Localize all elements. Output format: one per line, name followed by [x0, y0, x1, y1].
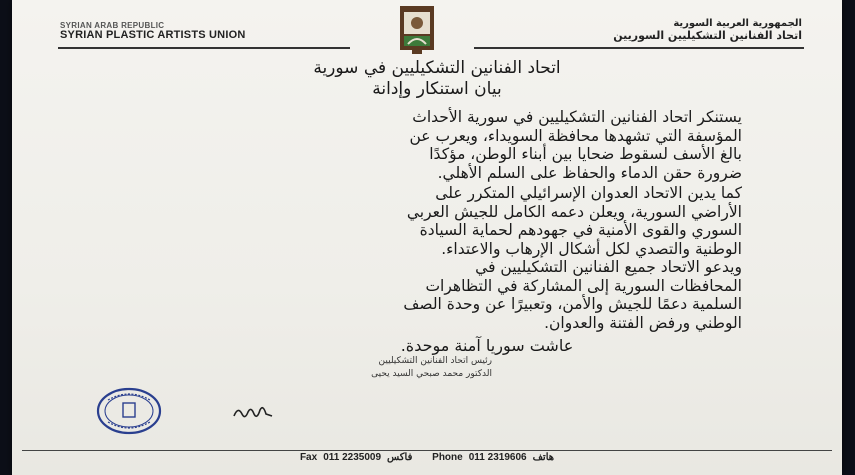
- paragraph-3: [172, 258, 742, 332]
- header-ar-union: اتحاد الفنانين التشكيليين السوريين: [613, 28, 802, 42]
- fax-label-ar: فاكس: [387, 452, 413, 463]
- closing-slogan: عاشت سوريا آمنة موحدة.: [400, 336, 574, 355]
- header-divider-right: [474, 47, 804, 49]
- fax-label: Fax: [299, 452, 318, 463]
- paragraph-line: الوطني ورفض الفتنة والعدوان.: [544, 313, 742, 332]
- handwritten-signature-icon: [232, 398, 274, 426]
- title-line-1: اتحاد الفنانين التشكيليين في سورية: [313, 58, 561, 78]
- phone-label: Phone: [432, 452, 463, 463]
- paragraph-2: [172, 184, 742, 258]
- footer-divider: [22, 450, 832, 451]
- paragraph-1: [172, 108, 742, 182]
- letter-page: [12, 0, 842, 475]
- paragraph-line: المؤسفة التي تشهدها محافظة السويداء، ويعرب عن: [409, 126, 742, 145]
- header-divider-left: [58, 47, 350, 49]
- phone-number: 011 2319606: [468, 452, 527, 463]
- header-ar-country: الجمهورية العربية السورية: [673, 18, 802, 29]
- paragraph-line: الأراضي السورية، ويعلن دعمه الكامل للجيش العربي: [406, 202, 742, 221]
- paragraph-line: السلمية دعمًا للجيش والأمن، وتعبيرًا عن وحدة الصف: [403, 295, 742, 313]
- header-english: [60, 22, 245, 42]
- signatory-title: رئيس اتحاد الفنانين التشكيليين: [378, 356, 492, 366]
- official-stamp-icon: [96, 386, 162, 436]
- paragraph-line: الوطنية والتصدي لكل أشكال الإرهاب والاعتداء.: [441, 239, 742, 258]
- phone-label-ar: هاتف: [532, 452, 555, 463]
- paragraph-line: يستنكر اتحاد الفنانين التشكيليين في سورية الأحداث: [412, 108, 742, 126]
- paragraph-line: المحافظات السورية إلى المشاركة في التظاهرات: [425, 276, 742, 295]
- header-en-union: SYRIAN PLASTIC ARTISTS UNION: [60, 29, 246, 42]
- union-logo-icon: [386, 4, 448, 56]
- fax-number: 011 2235009: [323, 452, 382, 463]
- paragraph-line: ضرورة حقن الدماء والحفاظ على السلم الأهلي.: [437, 163, 742, 182]
- header-arabic: [613, 18, 802, 42]
- paragraph-line: السوري والقوى الأمنية في جهودهم لحماية السيادة: [419, 221, 742, 239]
- paragraph-line: كما يدين الاتحاد العدوان الإسرائيلي المتكرر على: [435, 184, 742, 202]
- contact-footer: [12, 452, 842, 463]
- paragraph-line: بالغ الأسف لسقوط ضحايا بين أبناء الوطن، مؤكدًا: [429, 145, 742, 163]
- statement-title: [212, 58, 662, 100]
- header-en-country: SYRIAN ARAB REPUBLIC: [60, 21, 165, 30]
- signatory-block: [252, 355, 492, 381]
- signatory-name: الدكتور محمد صبحي السيد يحيى: [371, 369, 492, 379]
- paragraph-line: ويدعو الاتحاد جميع الفنانين التشكيليين في: [475, 258, 742, 276]
- title-line-2: بيان استنكار وإدانة: [372, 79, 502, 99]
